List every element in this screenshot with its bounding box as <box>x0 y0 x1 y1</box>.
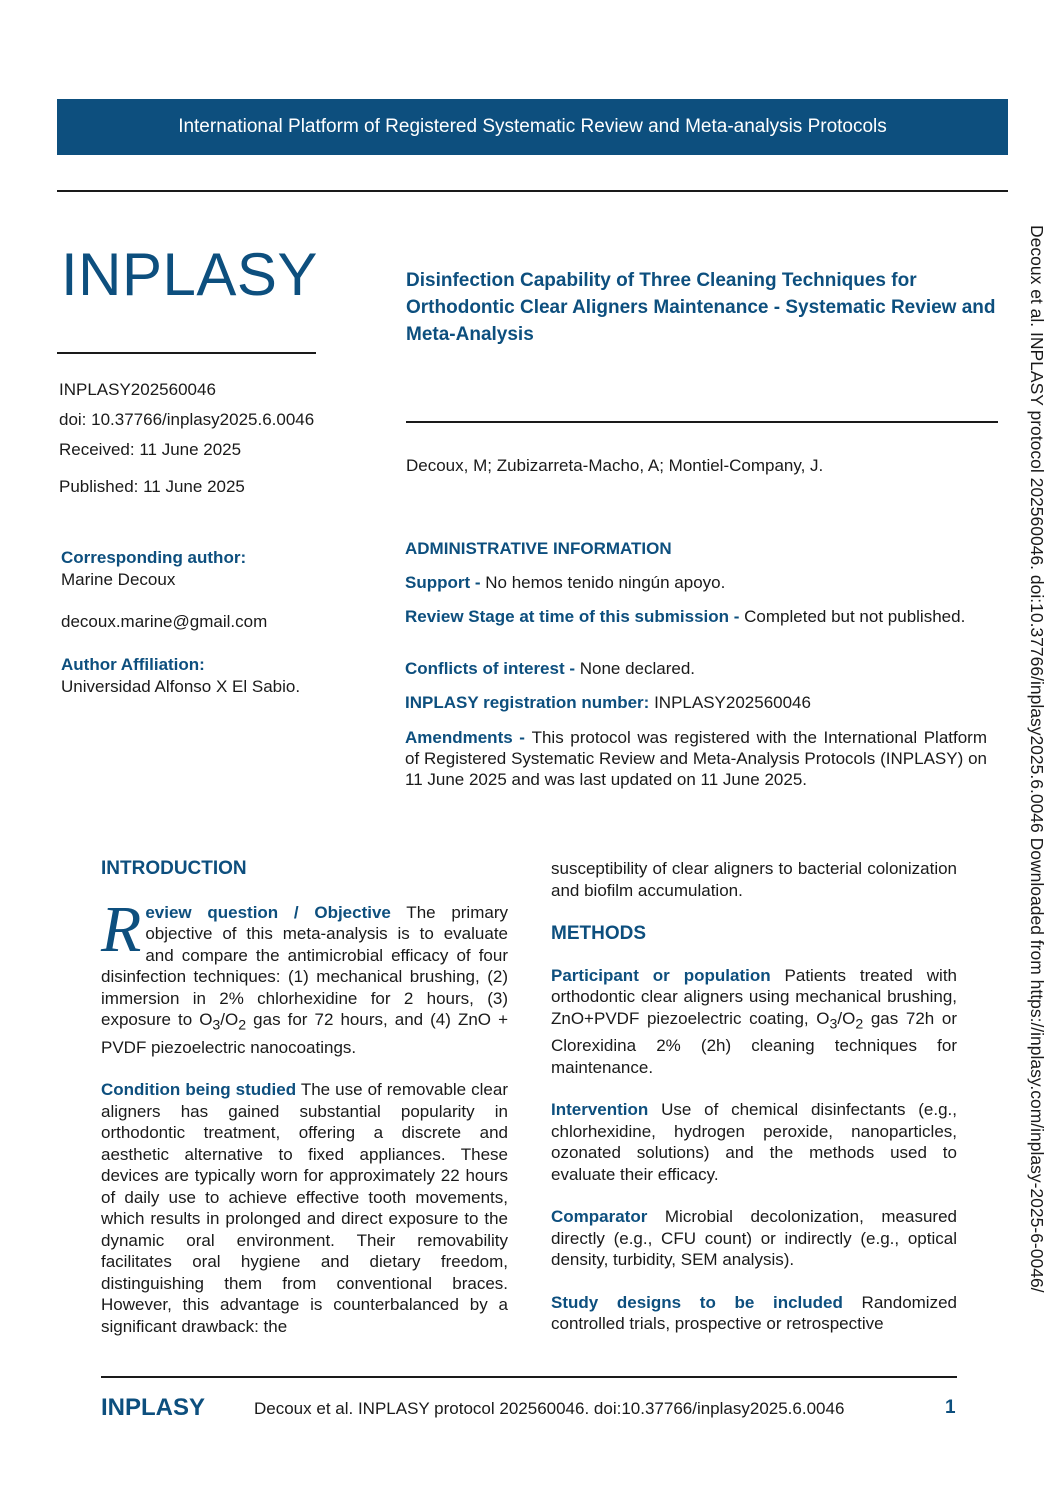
inplasy-logo: INPLASY <box>61 241 318 308</box>
footer-citation: Decoux et al. INPLASY protocol 202560046. doi:10.37766/inplasy2025.6.0046 <box>254 1399 845 1418</box>
intervention-label: Intervention <box>551 1100 649 1120</box>
condition-text: The use of removable clear aligners has gained substantial popularity in orthodontic treatment, offering a discrete and aesthetic alternative to fixed appliances. These devices are typically worn for approximately 22 hours of daily use to achieve effective tooth movements, which results in prolonged and direct exposure to the dynamic oral environment. Their removability facilitates oral hygiene and dietary freedom, distinguishing them from conventional braces. However, this advantage is counterbalanced by a significant drawback: the <box>101 1080 508 1336</box>
author-list: Decoux, M; Zubizarreta-Macho, A; Montiel-Company, J. <box>406 456 824 475</box>
condition-continued: susceptibility of clear aligners to bacterial colonization and biofilm accumulation. <box>551 859 957 900</box>
registration-value: INPLASY202560046 <box>654 693 811 712</box>
formula-part: /O <box>220 1010 239 1029</box>
admin-review-stage <box>405 606 987 627</box>
page-number: 1 <box>945 1397 956 1418</box>
methods-heading: METHODS <box>551 923 646 944</box>
intervention-paragraph <box>551 1099 957 1185</box>
doi: doi: 10.37766/inplasy2025.6.0046 <box>59 410 315 429</box>
affiliation-value: Universidad Alfonso X El Sabio. <box>61 677 301 696</box>
participant-paragraph <box>551 965 957 1079</box>
footer-logo: INPLASY <box>101 1394 206 1421</box>
subscript: 3 <box>212 1017 221 1034</box>
corresponding-author-name: Marine Decoux <box>61 570 176 589</box>
support-label: Support - <box>405 573 486 592</box>
review-question-paragraph <box>101 892 508 1059</box>
review-question-text: The primary objective of this meta-analysis is to evaluate and compare the antimicrobial efficacy of four disinfection techniques: (1) mechanical brushing, (2) immersion in 2% chlorhexidine for 2 hours, (3) exposure to O <box>101 902 508 1029</box>
vertical-citation: Decoux et al. INPLASY protocol 202560046. doi:10.37766/inplasy2025.6.0046 Downloaded from https://inplasy.com/inplasy-2025-6-0046/ <box>1027 225 1047 1293</box>
review-stage-label: Review Stage at time of this submission - <box>405 607 745 626</box>
subscript: 2 <box>238 1017 247 1034</box>
published-date: Published: 11 June 2025 <box>59 477 245 496</box>
subscript: 2 <box>855 1015 864 1032</box>
intervention-text: Use of chemical disinfectants (e.g., chlorhexidine, hydrogen peroxide, nanoparticles, ozonated solutions) and the methods used to evaluate their efficacy. <box>551 1100 957 1184</box>
received-date: Received: 11 June 2025 <box>59 440 242 459</box>
admin-conflicts <box>405 658 987 679</box>
condition-label: Condition being studied <box>101 1080 297 1100</box>
introduction-heading: INTRODUCTION <box>101 858 247 879</box>
header-banner: International Platform of Registered Systematic Review and Meta-analysis Protocols <box>57 99 1008 155</box>
subscript: 3 <box>829 1015 838 1032</box>
corresponding-author-email[interactable]: decoux.marine@gmail.com <box>61 612 268 631</box>
review-question-text-end: gas for 72 hours, and (4) ZnO + PVDF piezoelectric nanocoatings. <box>101 1010 508 1057</box>
amendments-label: Amendments - <box>405 728 532 747</box>
drop-cap: R <box>101 892 142 966</box>
study-designs-text: Randomized controlled trials, prospective or retrospective <box>551 1292 957 1334</box>
top-divider <box>57 190 1008 192</box>
conflicts-label: Conflicts of interest - <box>405 659 580 678</box>
protocol-id: INPLASY202560046 <box>59 380 216 399</box>
admin-amendments <box>405 727 987 790</box>
admin-heading: ADMINISTRATIVE INFORMATION <box>405 539 672 558</box>
formula-part: /O <box>837 1008 856 1028</box>
page-title: Disinfection Capability of Three Cleaning Techniques for Orthodontic Clear Aligners Maintenance - Systematic Review and Meta-Analysis <box>406 270 996 345</box>
comparator-label: Comparator <box>551 1207 648 1227</box>
participant-text-end: gas 72h or Clorexidina 2% (2h) cleaning techniques for maintenance. <box>551 1008 957 1077</box>
support-value: No hemos tenido ningún apoyo. <box>485 573 726 592</box>
left-column <box>101 858 508 1337</box>
conflicts-value: None declared. <box>579 659 696 678</box>
study-designs-label: Study designs to be included <box>551 1292 843 1312</box>
footer-divider <box>101 1376 957 1378</box>
amendments-value: This protocol was registered with the International Platform of Registered Systematic Review and Meta-Analysis Protocols (INPLASY) on 11 June 2025 and was last updated on 11 June 2025. <box>405 728 987 789</box>
condition-paragraph <box>101 1079 508 1337</box>
admin-registration <box>405 692 987 713</box>
comparator-text: Microbial decolonization, measured directly (e.g., CFU count) or indirectly (e.g., optical density, turbidity, SEM analysis). <box>551 1207 957 1270</box>
affiliation-label: Author Affiliation: <box>61 655 205 674</box>
corresponding-author-label: Corresponding author: <box>61 548 247 567</box>
title-divider <box>406 421 998 423</box>
participant-text: Patients treated with orthodontic clear aligners using mechanical brushing, ZnO+PVDF piezoelectric coating, O <box>551 965 957 1028</box>
comparator-paragraph <box>551 1206 957 1271</box>
review-stage-value: Completed but not published. <box>744 607 966 626</box>
admin-support <box>405 572 987 593</box>
participant-label: Participant or population <box>551 965 771 985</box>
study-designs-paragraph <box>551 1292 957 1335</box>
logo-divider <box>57 352 316 354</box>
registration-label: INPLASY registration number: <box>405 693 655 712</box>
right-column <box>551 858 957 1335</box>
review-question-label: eview question / Objective <box>145 902 391 922</box>
